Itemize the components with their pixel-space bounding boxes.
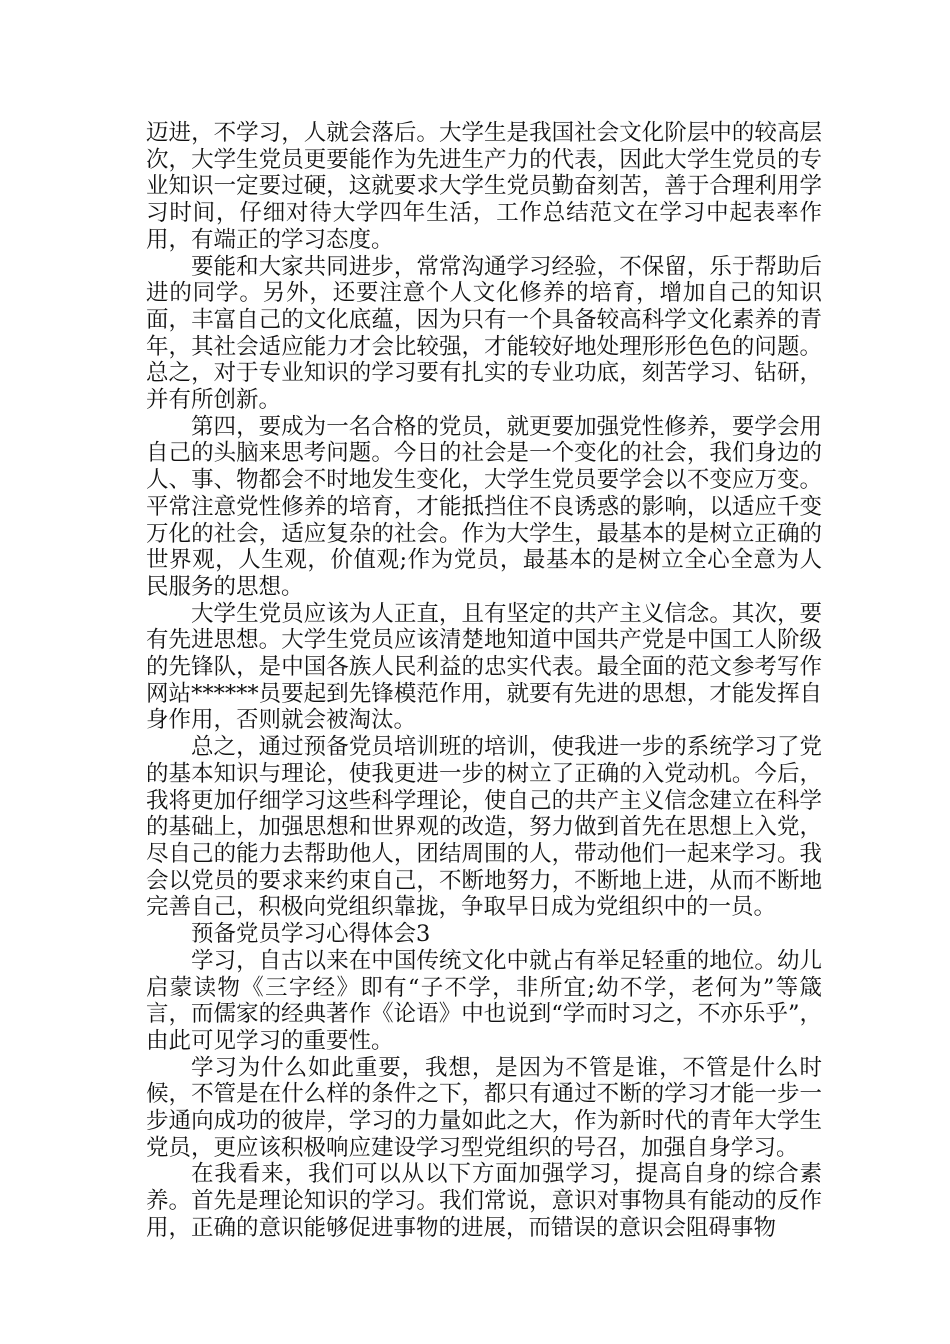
paragraph-1: 迈进，不学习，人就会落后。大学生是我国社会文化阶层中的较高层次，大学生党员更要能作为先进生产力的代表，因此大学生党员的专业知识一定要过硬，这就要求大学生党员勤奋刻苦，善于合理利用学习时间，仔细对待大学四年生活，工作总结范文在学习中起表率作用，有端正的学习态度。 [146, 120, 822, 253]
section-paragraph-2: 学习为什么如此重要，我想，是因为不管是谁，不管是什么时候，不管是在什么样的条件之下，都只有通过不断的学习才能一步一步通向成功的彼岸，学习的力量如此之大，作为新时代的青年大学生党员，更应该积极响应建设学习型党组织的号召，加强自身学习。 [146, 1054, 822, 1161]
paragraph-4: 大学生党员应该为人正直，且有坚定的共产主义信念。其次，要有先进思想。大学生党员应该清楚地知道中国共产党是中国工人阶级的先锋队，是中国各族人民利益的忠实代表。最全面的范文参考写作网站******员要起到先锋模范作用，就要有先进的思想，才能发挥自身作用，否则就会被淘汰。 [146, 600, 822, 734]
section-title: 预备党员学习心得体会3 [191, 921, 431, 948]
paragraph-5: 总之，通过预备党员培训班的培训，使我进一步的系统学习了党的基本知识与理论，使我更进一步的树立了正确的入党动机。今后，我将更加仔细学习这些科学理论，使自己的共产主义信念建立在科学的基础上，加强思想和世界观的改造，努力做到首先在思想上入党，尽自己的能力去帮助他人，团结周围的人，带动他们一起来学习。我会以党员的要求来约束自己，不断地努力，不断地上进，从而不断地完善自己，积极向党组织靠拢，争取早日成为党组织中的一员。 [146, 734, 822, 921]
document-body [146, 120, 822, 1242]
paragraph-3: 第四，要成为一名合格的党员，就更要加强党性修养，要学会用自己的头脑来思考问题。今日的社会是一个变化的社会，我们身边的人、事、物都会不时地发生变化，大学生党员要学会以不变应万变。平常注意党性修养的培育，才能抵挡住不良诱惑的影响，以适应千变万化的社会，适应复杂的社会。作为大学生，最基本的是树立正确的世界观，人生观，价值观;作为党员，最基本的是树立全心全意为人民服务的思想。 [146, 413, 822, 600]
section-paragraph-3: 在我看来，我们可以从以下方面加强学习，提高自身的综合素养。首先是理论知识的学习。我们常说，意识对事物具有能动的反作用，正确的意识能够促进事物的进展，而错误的意识会阻碍事物 [146, 1161, 822, 1241]
paragraph-2: 要能和大家共同进步，常常沟通学习经验，不保留，乐于帮助后进的同学。另外，还要注意个人文化修养的培育，增加自己的知识面，丰富自己的文化底蕴，因为只有一个具备较高科学文化素养的青年，其社会适应能力才会比较强，才能较好地处理形形色色的问题。总之，对于专业知识的学习要有扎实的专业功底，刻苦学习、钻研，并有所创新。 [146, 253, 822, 414]
section-paragraph-1: 学习，自古以来在中国传统文化中就占有举足轻重的地位。幼儿启蒙读物《三字经》即有“子不学，非所宜;幼不学，老何为”等箴言，而儒家的经典著作《论语》中也说到“学而时习之，不亦乐乎”，由此可见学习的重要性。 [146, 947, 822, 1054]
